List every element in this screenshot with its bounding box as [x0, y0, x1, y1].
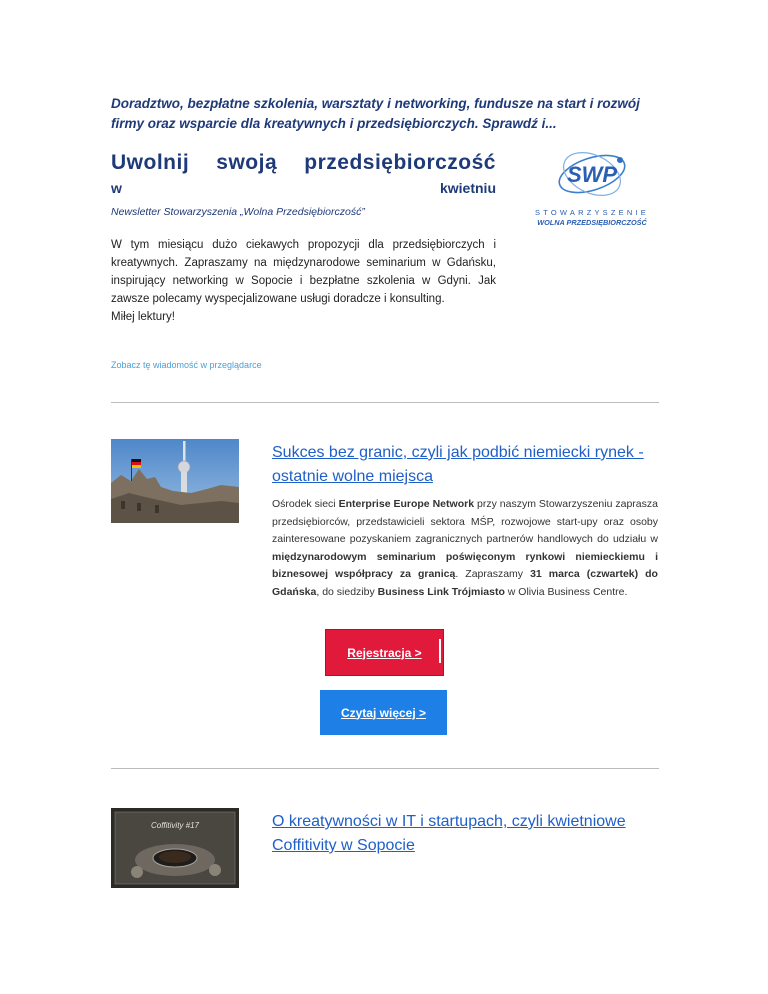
- title-word-w: w: [111, 180, 122, 196]
- title-word-month: kwietniu: [439, 180, 496, 196]
- article1-text-bold: międzynarodowym seminarium poświęconym rynkowi niemieckiemu i biznesowej współpracy za granicą: [272, 550, 658, 580]
- article1-text: przy naszym Stowarzyszeniu zaprasza przedsiębiorców, przedstawicieli sektora MŚP, rozwojowe start-upy oraz osoby zainteresowane pozyskaniem zagranicznych partnerów handlowych do udziału w: [272, 498, 658, 545]
- article1-text-bold: 31 marca (czwartek) do Gdańska: [272, 568, 658, 598]
- article1-text: Ośrodek sieci: [272, 498, 339, 510]
- register-button[interactable]: Rejestracja >: [325, 629, 444, 676]
- register-button-edge: [439, 639, 441, 663]
- article1-text-bold: Enterprise Europe Network: [338, 498, 475, 510]
- logo-mark: SWP: [566, 162, 618, 187]
- section-divider: [111, 768, 659, 769]
- preheader-text: Doradztwo, bezpłatne szkolenia, warsztaty i networking, fundusze na start i rozwój firmy oraz wsparcie dla kreatywnych i przedsiębiorczych. Sprawdź i...: [111, 96, 640, 131]
- intro-closing: Miłej lektury!: [111, 311, 175, 323]
- coffitivity-image[interactable]: [111, 808, 239, 888]
- swp-logo: [524, 148, 659, 230]
- article1-text: , do siedziby: [316, 585, 378, 598]
- intro-paragraph: W tym miesiącu dużo ciekawych propozycji dla przedsiębiorczych i kreatywnych. Zapraszamy na międzynarodowe seminarium w Gdańsku, inspirujący networking w Sopocie i bezpłatne szkolenia w Gdyni. Jak zawsze polecamy wyspecjalizowane usługi doradcze i konsulting.: [111, 239, 496, 305]
- newsletter-title: Uwolnij swoją przedsiębiorczość: [111, 151, 496, 174]
- article1-text: . Zapraszamy: [455, 568, 531, 580]
- intro-text: [111, 236, 496, 326]
- article1-body: [272, 496, 658, 601]
- newsletter-subtitle: Newsletter Stowarzyszenia „Wolna Przedsiębiorczość”: [111, 206, 365, 218]
- article1-text-bold: Business Link Trójmiasto: [377, 585, 505, 598]
- read-more-button[interactable]: Czytaj więcej >: [320, 690, 447, 735]
- berlin-tv-tower-image[interactable]: [111, 439, 239, 523]
- newsletter-title-line2: [111, 180, 496, 196]
- view-in-browser-link[interactable]: Zobacz tę wiadomość w przeglądarce: [111, 360, 262, 370]
- article1-title-link[interactable]: Sukces bez granic, czyli jak podbić niemiecki rynek - ostatnie wolne miejsca: [272, 444, 644, 485]
- logo-line1: STOWARZYSZENIE: [535, 208, 649, 217]
- section-divider: [111, 402, 659, 403]
- logo-line2: WOLNA PRZEDSIĘBIORCZOŚĆ: [537, 218, 647, 227]
- article1-text: w Olivia Business Centre.: [504, 585, 628, 598]
- article2-title-link[interactable]: O kreatywności w IT i startupach, czyli kwietniowe Coffitivity w Sopocie: [272, 813, 626, 854]
- coffitivity-caption: Coffitivity #17: [150, 821, 200, 830]
